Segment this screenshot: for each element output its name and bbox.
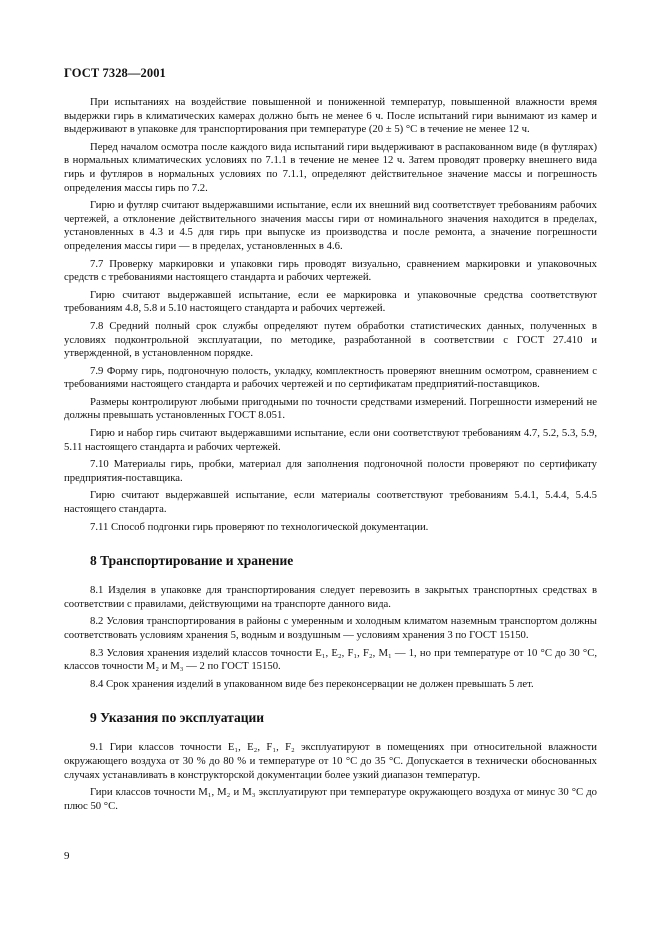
document-header: ГОСТ 7328—2001 — [64, 66, 166, 80]
paragraph: Размеры контролируют любыми пригодными по точности средствами измерений. Погрешности измерений не должны превышать установленных ГОСТ 8.051. — [64, 395, 597, 422]
paragraph: Гирю и набор гирь считают выдержавшими испытание, если они соответствуют требованиям 4.7, 5.2, 5.3, 5.9, 5.11 настоящего стандарта и рабочих чертежей. — [64, 427, 597, 453]
paragraph: 8.4 Срок хранения изделий в упакованном виде без переконсервации не должен превышать 5 лет. — [90, 677, 534, 690]
paragraph: Гири классов точности M₁, M₂ и M₃ эксплуатируют при температуре окружающего воздуха от минус 30 °С до плюс 50 °С. — [64, 786, 597, 812]
paragraph: При испытаниях на воздействие повышенной и пониженной температур, повышенной влажности время выдержки гирь в климатических камерах должно быть не менее 6 ч. После испытаний гири вынимают из камер и выдерживают в упаковке для транспортирования при температуре (20 ± 5) °С в течение не менее 12 ч. — [64, 96, 597, 136]
paragraph: Гирю и футляр считают выдержавшими испытание, если их внешний вид соответствует требованиям рабочих чертежей, а отклонение действительного значения массы гири от номинального значения находится в пределах, установленных в 4.3 и 4.5 для гирь при выпуске из производства и после ремонта, а значение погрешности определения массы гири — в пределах, установленных в 4.6. — [64, 199, 597, 252]
paragraph: 8.2 Условия транспортирования в районы с умеренным и холодным климатом наземным транспортом должны соответствовать условиям хранения 5, водным и воздушным — условиям хранения 3 по ГОСТ 15150. — [64, 615, 597, 641]
paragraph: 7.7 Проверку маркировки и упаковки гирь проводят визуально, сравнением маркировки и упаковочных средств с требованиями настоящего стандарта и рабочих чертежей. — [64, 257, 597, 284]
paragraph: 7.11 Способ подгонки гирь проверяют по технологической документации. — [90, 520, 429, 533]
paragraph: Гирю считают выдержавшей испытание, если материалы соответствуют требованиям 5.4.1, 5.4.4, 5.4.5 настоящего стандарта. — [64, 489, 597, 516]
page-number: 9 — [64, 850, 70, 862]
paragraph: 8.1 Изделия в упаковке для транспортирования следует перевозить в закрытых транспортных средствах в соответствии с правилами, действующими на транспорте данного вида. — [64, 584, 597, 610]
paragraph: Перед началом осмотра после каждого вида испытаний гири выдерживают в распакованном виде (в футлярах) в нормальных климатических условиях по 7.1.1 в течение не менее 12 ч. Затем проводят проверку внешнего вида гирь и футляров в нормальных условиях по 7.1.1, определяют действительное значение массы и погрешность определения массы гирь по 7.2. — [64, 140, 597, 194]
section-9-heading: 9 Указания по эксплуатации — [90, 710, 265, 726]
paragraph: 7.9 Форму гирь, подгоночную полость, укладку, комплектность проверяют внешним осмотром, сравнением с требованиями настоящего стандарта и рабочих чертежей и по сертификатам предприятий-поставщиков. — [64, 364, 597, 391]
paragraph: 8.3 Условия хранения изделий классов точности E₁, E₂, F₁, F₂, M₁ — 1, но при температуре от 10 °С до 30 °С, классов точности M₂ и M₃ — 2 по ГОСТ 15150. — [64, 646, 597, 673]
paragraph: 7.8 Средний полный срок службы определяют путем обработки статистических данных, полученных в условиях подконтрольной эксплуатации, по методике, разработанной в соответствии с ГОСТ 27.410 и утвержденной, в установленном порядке. — [64, 319, 597, 360]
paragraph: 9.1 Гири классов точности E₁, E₂, F₁, F₂ эксплуатируют в помещениях при относительной влажности окружающего воздуха от 30 % до 80 % и температуре от 10 °С до 35 °С. Допускается в технически обоснованных случаях устанавливать в конструкторской документации более узкий диапазон температур. — [64, 741, 597, 781]
paragraph: 7.10 Материалы гирь, пробки, материал для заполнения подгоночной полости проверяют по сертификату предприятия-поставщика. — [64, 458, 597, 484]
section-8-heading: 8 Транспортирование и хранение — [90, 553, 294, 569]
document-body — [64, 96, 597, 817]
paragraph: Гирю считают выдержавшей испытание, если ее маркировка и упаковочные средства соответствуют требованиям 4.8, 5.8 и 5.10 настоящего стандарта и рабочих чертежей. — [64, 288, 597, 315]
